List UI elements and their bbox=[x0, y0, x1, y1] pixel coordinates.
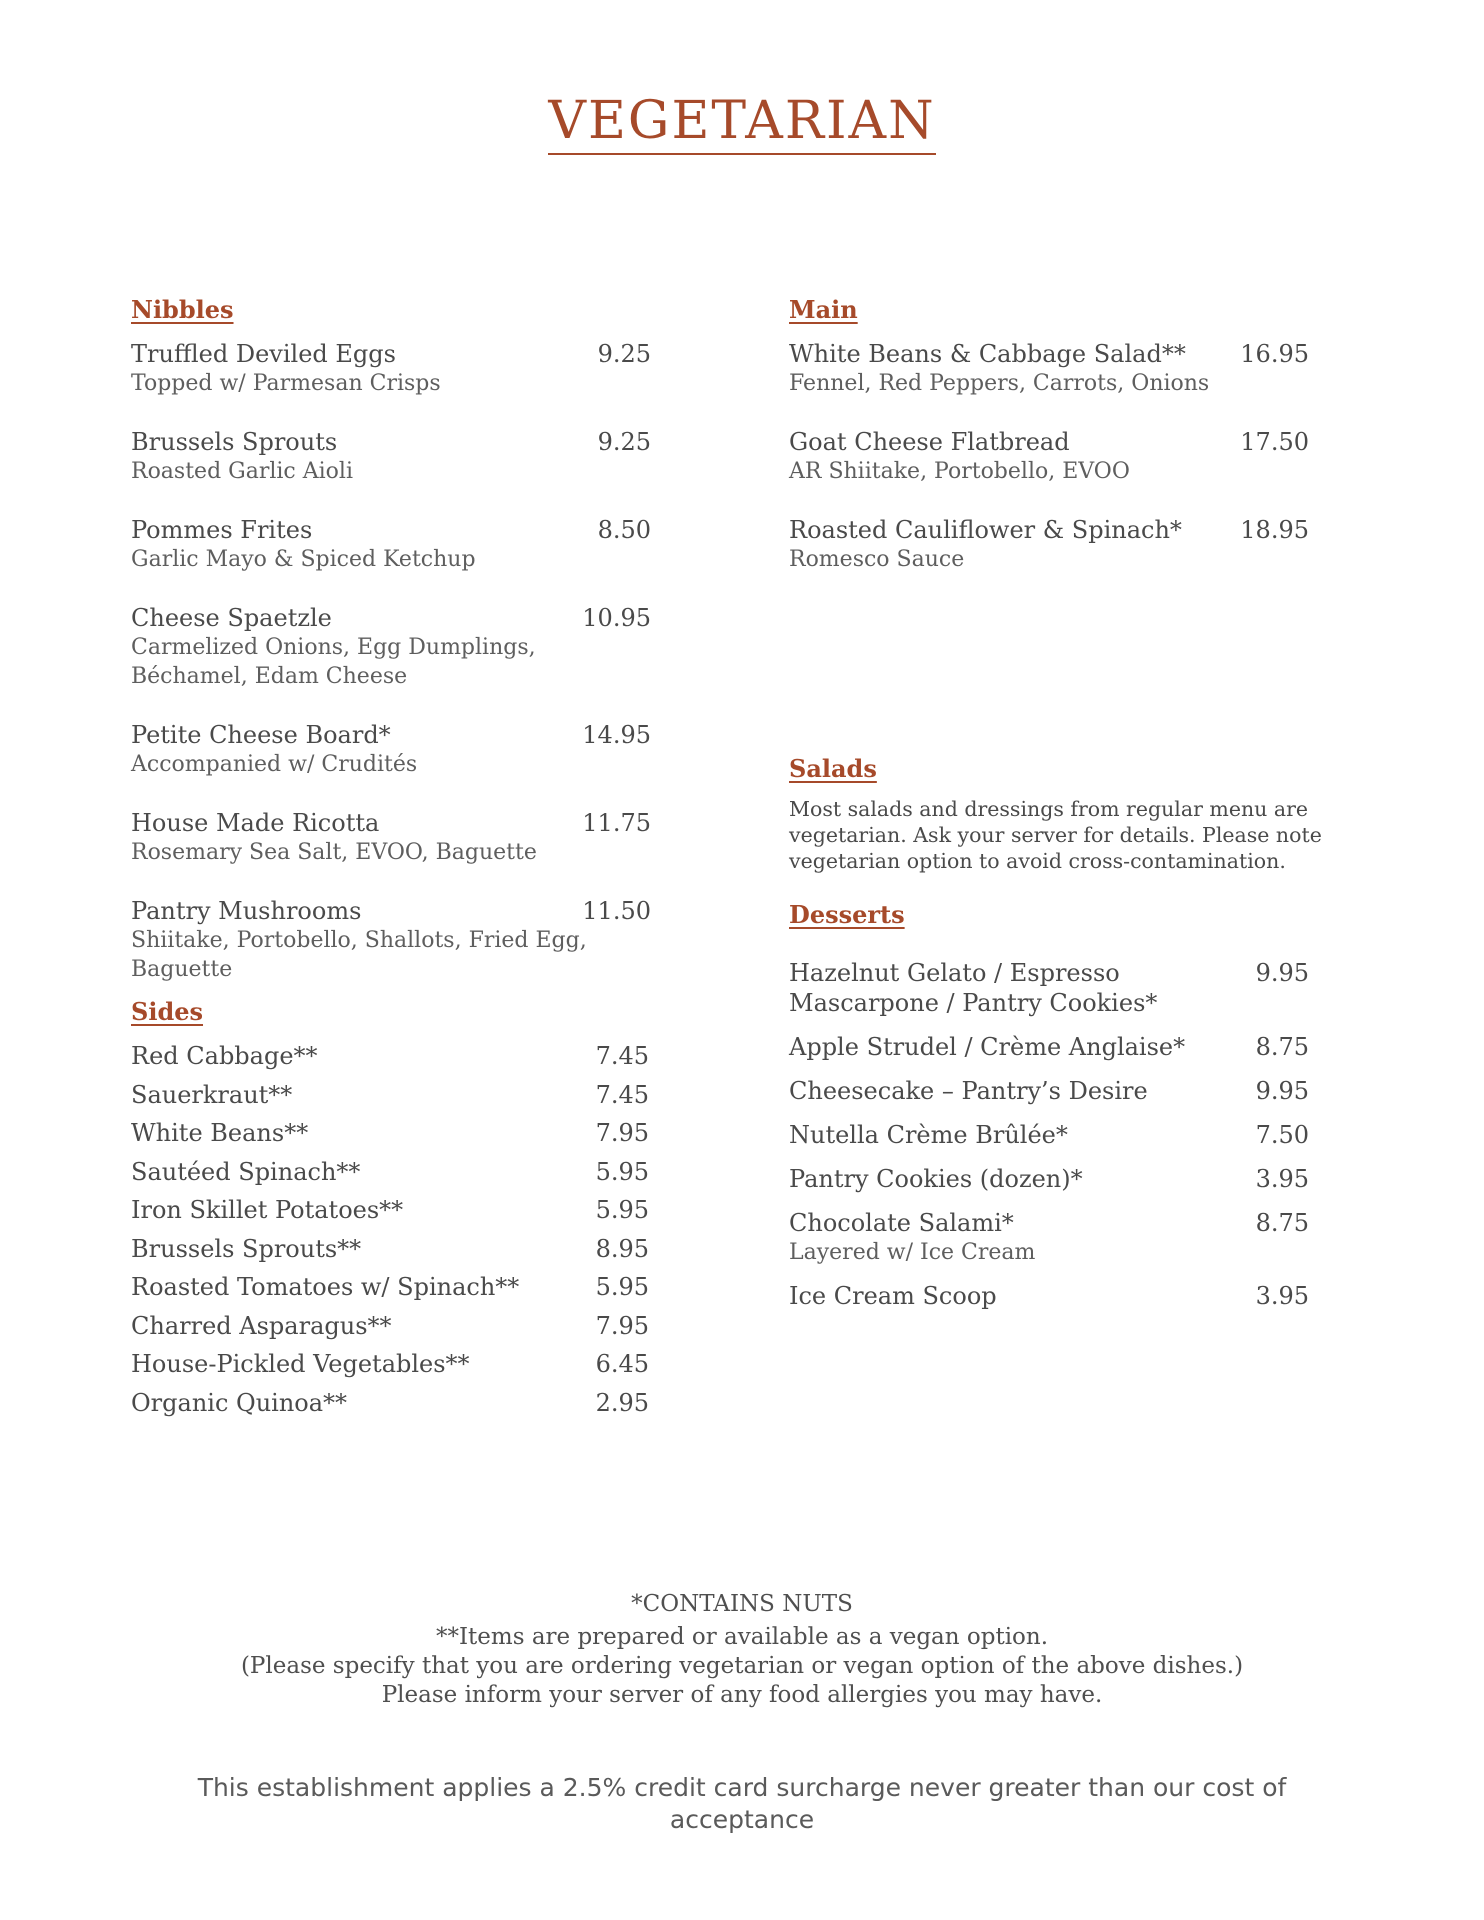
menu-item bbox=[131, 896, 651, 984]
side-item bbox=[131, 1157, 649, 1187]
dessert-item-name bbox=[789, 1076, 1209, 1106]
menu-item-price: 8.50 bbox=[597, 516, 651, 544]
menu-item-row bbox=[789, 339, 1309, 369]
dessert-item-name bbox=[789, 1120, 1209, 1150]
nibbles-heading: Nibbles bbox=[131, 295, 234, 324]
menu-item-row bbox=[131, 427, 651, 457]
menu-item-row bbox=[131, 339, 651, 369]
dessert-item bbox=[789, 1120, 1309, 1150]
menu-item-name: Roasted Cauliflower & Spinach* bbox=[789, 516, 1182, 544]
dessert-item-name-line: Cheesecake – Pantry’s Desire bbox=[789, 1077, 1148, 1105]
dessert-item-price: 7.50 bbox=[1255, 1121, 1309, 1149]
side-item-name: Iron Skillet Potatoes** bbox=[131, 1196, 404, 1224]
side-item-price: 7.45 bbox=[595, 1042, 649, 1070]
dessert-item-price: 3.95 bbox=[1255, 1282, 1309, 1310]
desserts-heading: Desserts bbox=[789, 900, 905, 929]
main-list bbox=[789, 339, 1309, 574]
menu-item-description: Shiitake, Portobello, Shallots, Fried Egg, bbox=[131, 928, 587, 953]
dessert-item-name-line: Apple Strudel / Crème Anglaise* bbox=[789, 1033, 1186, 1061]
side-item-price: 5.95 bbox=[595, 1157, 649, 1186]
menu-item-name: White Beans & Cabbage Salad** bbox=[789, 340, 1186, 368]
menu-item-name: Petite Cheese Board* bbox=[131, 721, 391, 749]
dessert-item-price: 8.75 bbox=[1255, 1033, 1309, 1061]
menu-item bbox=[131, 603, 651, 691]
sides-list bbox=[131, 1041, 651, 1418]
menu-item-price: 9.25 bbox=[597, 428, 651, 456]
menu-item-description: Rosemary Sea Salt, EVOO, Baguette bbox=[131, 840, 537, 865]
menu-item bbox=[789, 339, 1309, 398]
side-item-name: Sautéed Spinach** bbox=[131, 1157, 361, 1186]
dessert-item-name bbox=[789, 1281, 1209, 1311]
menu-item bbox=[789, 515, 1309, 574]
dessert-item-price: 8.75 bbox=[1255, 1209, 1309, 1237]
dessert-item-price: 3.95 bbox=[1255, 1165, 1309, 1193]
menu-item-price: 14.95 bbox=[582, 721, 651, 749]
dessert-item bbox=[789, 1208, 1309, 1267]
side-item-price: 8.95 bbox=[595, 1234, 649, 1263]
side-item-price: 7.95 bbox=[595, 1119, 649, 1147]
menu-item-name: Brussels Sprouts bbox=[131, 428, 338, 456]
surcharge-note: This establishment applies a 2.5% credit card surcharge never greater than our cost of acceptance bbox=[197, 1773, 1287, 1834]
menu-item-description: Topped w/ Parmesan Crisps bbox=[131, 371, 441, 396]
salads-heading: Salads bbox=[789, 754, 877, 783]
menu-item bbox=[131, 720, 651, 779]
menu-item-description: Fennel, Red Peppers, Carrots, Onions bbox=[789, 371, 1210, 396]
nibbles-list bbox=[131, 339, 651, 984]
right-column bbox=[789, 295, 1349, 1325]
menu-item-name: Pantry Mushrooms bbox=[131, 897, 362, 925]
salads-note bbox=[789, 796, 1349, 874]
side-item-name: House-Pickled Vegetables** bbox=[131, 1350, 470, 1378]
menu-item-row bbox=[131, 720, 651, 750]
menu-item-price: 11.75 bbox=[582, 809, 651, 837]
side-item bbox=[131, 1272, 649, 1302]
menu-item bbox=[131, 339, 651, 398]
side-item-price: 7.95 bbox=[595, 1311, 649, 1340]
dessert-item-name bbox=[789, 1164, 1209, 1194]
sides-heading: Sides bbox=[131, 997, 204, 1026]
dessert-item-name-line: Chocolate Salami* bbox=[789, 1209, 1014, 1237]
footer-note-line: (Please specify that you are ordering vegetarian or vegan option of the above dishes.) bbox=[240, 1653, 1244, 1679]
dessert-item bbox=[789, 1164, 1309, 1194]
menu-item-price: 18.95 bbox=[1240, 516, 1309, 544]
side-item bbox=[131, 1041, 649, 1071]
side-item bbox=[131, 1118, 649, 1148]
footer-note-line: **Items are prepared or available as a vegan option. bbox=[435, 1624, 1049, 1650]
menu-item-price: 17.50 bbox=[1240, 428, 1309, 456]
dessert-item-name-line: Mascarpone / Pantry Cookies* bbox=[789, 989, 1158, 1017]
side-item bbox=[131, 1195, 649, 1225]
dessert-item-name-line: Ice Cream Scoop bbox=[789, 1282, 997, 1310]
dessert-item-name-line: Nutella Crème Brûlée* bbox=[789, 1121, 1068, 1149]
dessert-item-name bbox=[789, 1032, 1209, 1062]
side-item-name: Roasted Tomatoes w/ Spinach** bbox=[131, 1273, 520, 1301]
menu-item-description: AR Shiitake, Portobello, EVOO bbox=[789, 459, 1130, 484]
side-item-name: Sauerkraut** bbox=[131, 1080, 293, 1109]
menu-item-row bbox=[789, 427, 1309, 457]
side-item-price: 2.95 bbox=[595, 1388, 649, 1417]
dessert-item bbox=[789, 1076, 1309, 1106]
menu-item-row bbox=[131, 896, 651, 926]
dessert-item-price: 9.95 bbox=[1255, 1077, 1309, 1105]
menu-item-price: 9.25 bbox=[597, 340, 651, 368]
side-item-price: 7.45 bbox=[595, 1080, 649, 1109]
menu-item-description: Béchamel, Edam Cheese bbox=[131, 664, 408, 689]
dessert-item-price: 9.95 bbox=[1255, 959, 1309, 987]
menu-item-description: Baguette bbox=[131, 957, 233, 982]
side-item-name: White Beans** bbox=[131, 1119, 309, 1147]
side-item-name: Charred Asparagus** bbox=[131, 1311, 392, 1340]
side-item-price: 5.95 bbox=[595, 1273, 649, 1301]
menu-item-name: Cheese Spaetzle bbox=[131, 604, 332, 632]
menu-item bbox=[131, 515, 651, 574]
side-item-name: Brussels Sprouts** bbox=[131, 1234, 362, 1263]
menu-item bbox=[789, 427, 1309, 486]
menu-item bbox=[131, 808, 651, 867]
side-item-name: Red Cabbage** bbox=[131, 1042, 318, 1070]
side-item bbox=[131, 1388, 649, 1418]
menu-item-name: Pommes Frites bbox=[131, 516, 313, 544]
left-column bbox=[131, 295, 651, 1426]
menu-item-description: Garlic Mayo & Spiced Ketchup bbox=[131, 547, 476, 572]
dessert-item bbox=[789, 958, 1309, 1018]
dessert-item-name bbox=[789, 958, 1209, 1018]
salads-note-line: vegetarian option to avoid cross-contamination. bbox=[789, 849, 1286, 873]
menu-item bbox=[131, 427, 651, 486]
side-item bbox=[131, 1311, 649, 1341]
side-item-price: 6.45 bbox=[595, 1350, 649, 1378]
main-heading: Main bbox=[789, 295, 858, 324]
dessert-item-name-line: Pantry Cookies (dozen)* bbox=[789, 1165, 1083, 1193]
desserts-list bbox=[789, 958, 1309, 1311]
page-title: VEGETARIAN bbox=[0, 95, 1484, 147]
footer-note-line: Please inform your server of any food allergies you may have. bbox=[381, 1682, 1103, 1708]
menu-item-row bbox=[131, 808, 651, 838]
side-item bbox=[131, 1349, 649, 1379]
menu-item-description: Romesco Sauce bbox=[789, 547, 965, 572]
menu-item-row bbox=[131, 515, 651, 545]
footer-note-line: *CONTAINS NUTS bbox=[631, 1591, 853, 1617]
dessert-item-name-line: Layered w/ Ice Cream bbox=[789, 1240, 1036, 1265]
dessert-item-name-line: Hazelnut Gelato / Espresso bbox=[789, 959, 1120, 987]
salads-note-line: Most salads and dressings from regular menu are bbox=[789, 797, 1309, 821]
menu-item-name: Truffled Deviled Eggs bbox=[131, 340, 396, 368]
menu-item-name: Goat Cheese Flatbread bbox=[789, 428, 1070, 456]
dessert-item-name bbox=[789, 1208, 1209, 1267]
footer-notes bbox=[0, 1590, 1484, 1710]
menu-item-description: Roasted Garlic Aioli bbox=[131, 459, 353, 484]
side-item-price: 5.95 bbox=[595, 1196, 649, 1224]
menu-item-description: Carmelized Onions, Egg Dumplings, bbox=[131, 635, 536, 660]
side-item-name: Organic Quinoa** bbox=[131, 1388, 348, 1417]
menu-item-name: House Made Ricotta bbox=[131, 809, 380, 837]
menu-item-description: Accompanied w/ Crudités bbox=[131, 752, 418, 777]
menu-item-price: 10.95 bbox=[582, 604, 651, 632]
side-item bbox=[131, 1234, 649, 1264]
menu-item-price: 11.50 bbox=[582, 897, 651, 925]
salads-note-line: vegetarian. Ask your server for details. Please note bbox=[789, 823, 1322, 847]
menu-item-price: 16.95 bbox=[1240, 340, 1309, 368]
dessert-item bbox=[789, 1032, 1309, 1062]
dessert-item bbox=[789, 1281, 1309, 1311]
menu-item-row bbox=[789, 515, 1309, 545]
side-item bbox=[131, 1080, 649, 1110]
menu-item-row bbox=[131, 603, 651, 633]
